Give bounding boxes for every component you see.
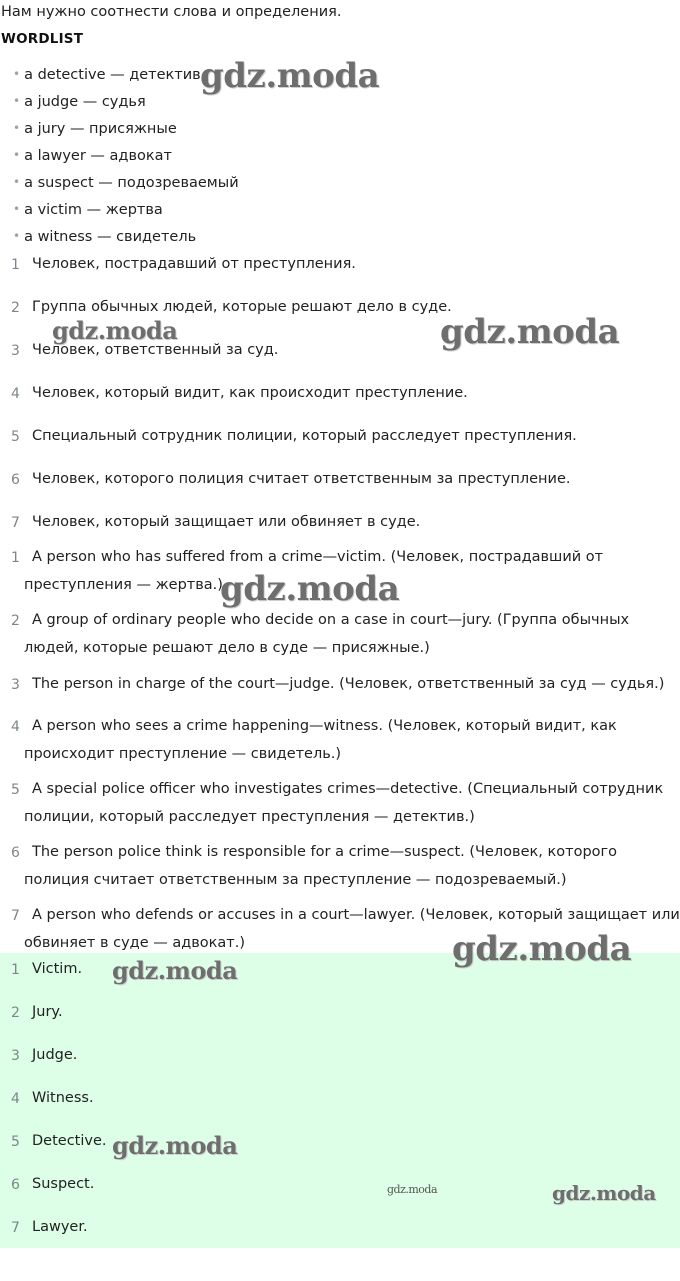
definition-text: Человек, который видит, как происходит преступление. <box>32 385 468 401</box>
bullet-icon: • <box>13 67 21 81</box>
definition-text: Человек, ответственный за суд. <box>32 342 279 358</box>
explanation-number: 2 <box>11 613 20 629</box>
bullet-icon: • <box>13 94 21 108</box>
watermark: gdz.moda <box>112 1131 238 1160</box>
definition-number: 4 <box>11 386 20 402</box>
explanation-text-continued: полиция считает ответственным за преступление — подозреваемый.) <box>24 872 567 888</box>
explanation-text-continued: преступления — жертва.) <box>24 577 223 593</box>
bullet-icon: • <box>13 202 21 216</box>
wordlist-item <box>13 148 172 164</box>
explanation-number: 3 <box>11 677 20 693</box>
bullet-icon: • <box>13 175 21 189</box>
watermark: gdz.moda <box>220 569 400 609</box>
definition-text: Группа обычных людей, которые решают дело в суде. <box>32 299 452 315</box>
explanation-number: 1 <box>11 550 20 566</box>
answer-number: 2 <box>11 1005 20 1021</box>
wordlist-item-text: a judge — судья <box>24 94 146 110</box>
intro-text: Нам нужно соотнести слова и определения. <box>1 4 342 20</box>
explanation-text-continued: людей, которые решают дело в суде — присяжные.) <box>24 640 430 656</box>
answer-text: Suspect. <box>32 1176 95 1192</box>
answer-text: Detective. <box>32 1133 107 1149</box>
definition-number: 6 <box>11 472 20 488</box>
wordlist-item-text: a lawyer — адвокат <box>24 148 172 164</box>
definition-number: 5 <box>11 429 20 445</box>
answer-number: 5 <box>11 1134 20 1150</box>
bullet-icon: • <box>13 148 21 162</box>
watermark: gdz.moda <box>440 312 620 352</box>
definition-text: Специальный сотрудник полиции, который расследует преступления. <box>32 428 577 444</box>
explanation-number: 4 <box>11 719 20 735</box>
explanation-text: A group of ordinary people who decide on a case in court—jury. (Группа обычных <box>32 612 630 628</box>
explanation-text: The person in charge of the court—judge. (Человек, ответственный за суд — судья.) <box>32 676 665 692</box>
watermark: gdz.moda <box>200 56 380 96</box>
definition-number: 3 <box>11 343 20 359</box>
watermark: gdz.moda <box>552 1181 656 1205</box>
definition-number: 7 <box>11 515 20 531</box>
wordlist-item-text: a witness — свидетель <box>24 229 197 245</box>
bullet-icon: • <box>13 121 21 135</box>
answer-number: 6 <box>11 1177 20 1193</box>
definition-text: Человек, пострадавший от преступления. <box>32 256 356 272</box>
explanation-text: A special police officer who investigates crimes—detective. (Специальный сотрудник <box>32 781 664 797</box>
answer-number: 7 <box>11 1220 20 1236</box>
watermark: gdz.moda <box>387 1183 438 1196</box>
explanation-text: A person who sees a crime happening—witness. (Человек, который видит, как <box>32 718 617 734</box>
explanation-text: A person who defends or accuses in a court—lawyer. (Человек, который защищает или <box>32 907 680 923</box>
watermark: gdz.moda <box>112 956 238 985</box>
explanation-text-continued: полиции, который расследует преступления — детектив.) <box>24 809 475 825</box>
definition-number: 1 <box>11 257 20 273</box>
wordlist-item <box>13 229 196 245</box>
wordlist-item-text: a jury — присяжные <box>24 121 177 137</box>
explanation-text-continued: происходит преступление — свидетель.) <box>24 746 342 762</box>
answer-number: 1 <box>11 962 20 978</box>
definition-text: Человек, которого полиция считает ответственным за преступление. <box>32 471 571 487</box>
answer-number: 4 <box>11 1091 20 1107</box>
wordlist-item-text: a detective — детектив <box>24 67 201 83</box>
definition-text: Человек, который защищает или обвиняет в суде. <box>32 514 421 530</box>
wordlist-item <box>13 94 146 110</box>
answer-text: Jury. <box>32 1004 63 1020</box>
answer-text: Lawyer. <box>32 1219 88 1235</box>
bullet-icon: • <box>13 229 21 243</box>
watermark: gdz.moda <box>52 316 178 345</box>
wordlist-title: WORDLIST <box>1 31 84 47</box>
wordlist-item <box>13 202 163 218</box>
answer-number: 3 <box>11 1048 20 1064</box>
answer-text: Victim. <box>32 961 83 977</box>
wordlist-item <box>13 121 177 137</box>
explanation-text: A person who has suffered from a crime—victim. (Человек, пострадавший от <box>32 549 604 565</box>
explanation-text: The person police think is responsible for a crime—suspect. (Человек, которого <box>32 844 618 860</box>
answer-text: Judge. <box>32 1047 78 1063</box>
wordlist-item <box>13 67 201 83</box>
watermark: gdz.moda <box>452 929 632 969</box>
wordlist-item-text: a victim — жертва <box>24 202 163 218</box>
explanation-number: 6 <box>11 845 20 861</box>
definition-number: 2 <box>11 300 20 316</box>
wordlist-item <box>13 175 239 191</box>
explanation-number: 5 <box>11 782 20 798</box>
answer-text: Witness. <box>32 1090 94 1106</box>
explanation-text-continued: обвиняет в суде — адвокат.) <box>24 935 246 951</box>
explanation-number: 7 <box>11 908 20 924</box>
wordlist-item-text: a suspect — подозреваемый <box>24 175 239 191</box>
